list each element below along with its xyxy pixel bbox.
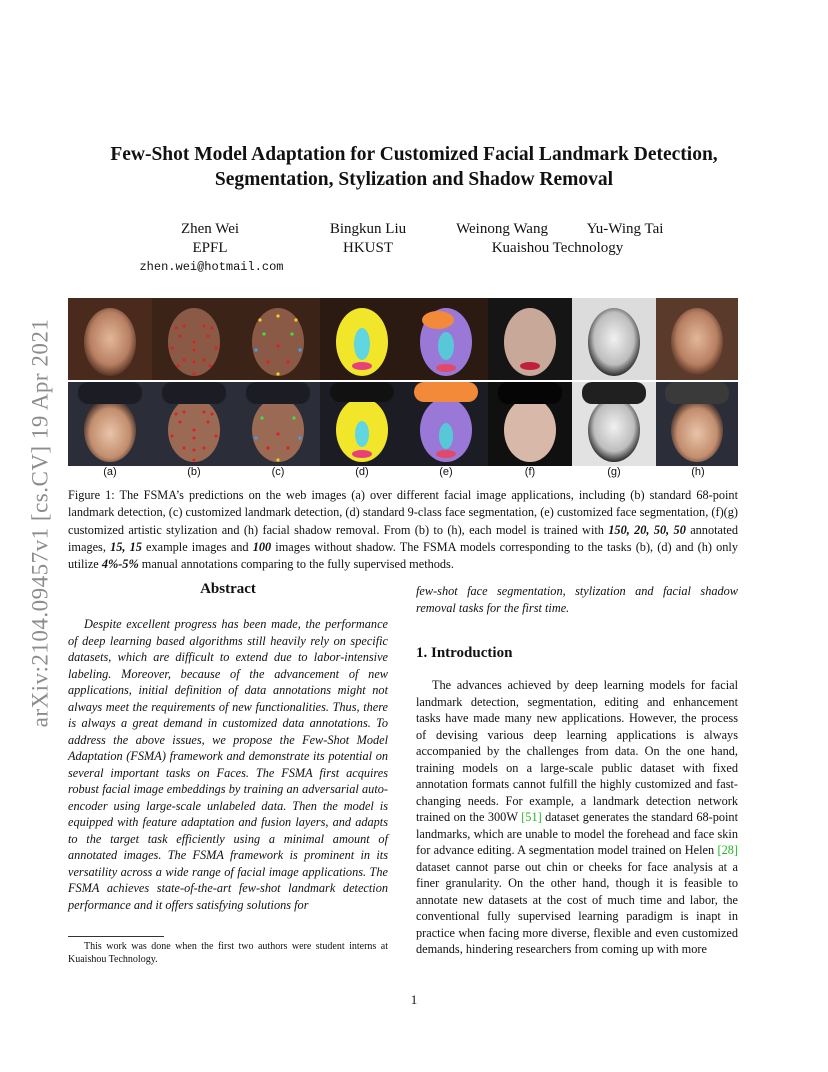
author-email: zhen.wei@hotmail.com <box>139 260 284 274</box>
abstract-text: Despite excellent progress has been made, the performance of deep learning based algorithms still heavily rely on specific datasets, which are difficult to extend due to labor-intensive labeling. Moreover, because of the advancement of new applications, initial definition of data annotations might not always meet the requirements of new functionalities. Thus, there is always a great demand in customized data annotations. To address the above issues, we propose the Few-Shot Model Adaptation (FSMA) framework and demonstrate its potential on several important tasks on Faces. The FSMA first acquires robust facial image embeddings by training an adversarial auto-encoder using large-scale unlabeled data. Then the model is equipped with feature adaptation and fusion layers, and adapts to the target task efficiently using a minimal amount of annotated images. The FSMA framework is prominent in its versatility across a wide range of facial image applications. The FSMA achieves state-of-the-art few-shot landmark detection performance and it offers satisfying solutions for <box>68 617 388 912</box>
paper-title: Few-Shot Model Adaptation for Customized Facial Landmark Detection, Segmentation, Stylization and Shadow Removal <box>110 144 718 190</box>
citation-28[interactable]: [28] <box>717 843 738 857</box>
teaser-figure <box>68 298 738 466</box>
footnote: This work was done when the first two authors were student interns at Kuaishou Technology. <box>68 941 388 965</box>
introduction-heading: 1. Introduction <box>416 645 513 661</box>
footnote-rule <box>68 936 164 937</box>
author-weinong-wang: Weinong Wang <box>456 221 548 237</box>
row-1-images <box>68 298 738 380</box>
abstract-heading: Abstract <box>200 581 256 597</box>
row-2-images <box>68 382 738 466</box>
affiliation-kuaishou: Kuaishou Technology <box>491 240 624 256</box>
author-bingkun-liu: Bingkun Liu HKUST <box>329 221 407 256</box>
page-number: 1 <box>410 992 418 1007</box>
introduction-text: The advances achieved by deep learning models for facial landmark detection, segmentation, editing and enhancement tasks have made many new applications. However, the process of devising various deep learning applications is always accompanied by the challenges from data. On the one hand, training models on a large-scale public dataset with fixed annotation formats cannot fulfill the highly customized and fast-changing needs. For example, a landmark detection network trained on the 300W [51] dataset generates the standard 68-point landmarks, which are unable to model the forehead and face skin for advance editing. A segmentation model trained on Helen [28] dataset cannot parse out chin or cheeks for face analysis at a finer granularity. On the other hand, though it is feasible to annotate new datasets at the cost of much time and labor, the conventional fully supervised learning paradigm is inapt in practice when facing more diverse, flexible and even customized demands, hindering researchers from coming up with more <box>416 678 738 956</box>
figure-caption: Figure 1: The FSMA’s predictions on the web images (a) over different facial image applications, including (b) standard 68-point landmark detection, (c) customized landmark detection, (d) standard 9-class face segmentation, (e) customized face segmentation, (f)(g) customized artistic stylization and (h) facial shadow removal. From (b) to (h), each model is trained with 150, 20, 50, 50 annotated images, 15, 15 example images and 100 images without shadow. The FSMA models corresponding to the tasks (b), (d) and (h) only utilize 4%-5% manual annotations comparing to the fully supervised methods. <box>68 488 739 572</box>
author-yu-wing-tai: Yu-Wing Tai <box>586 221 664 237</box>
abstract-continuation: few-shot face segmentation, stylization and facial shadow removal tasks for the first time. <box>416 584 738 615</box>
author-zhen-wei: Zhen Wei EPFL <box>180 221 240 256</box>
figure-panel-labels: (a) (b) (c) (d) (e) (f) (g) (h) <box>103 466 705 478</box>
citation-51[interactable]: [51] <box>521 810 542 824</box>
arxiv-stamp: arXiv:2104.09457v1 [cs.CV] 19 Apr 2021 <box>27 318 52 728</box>
